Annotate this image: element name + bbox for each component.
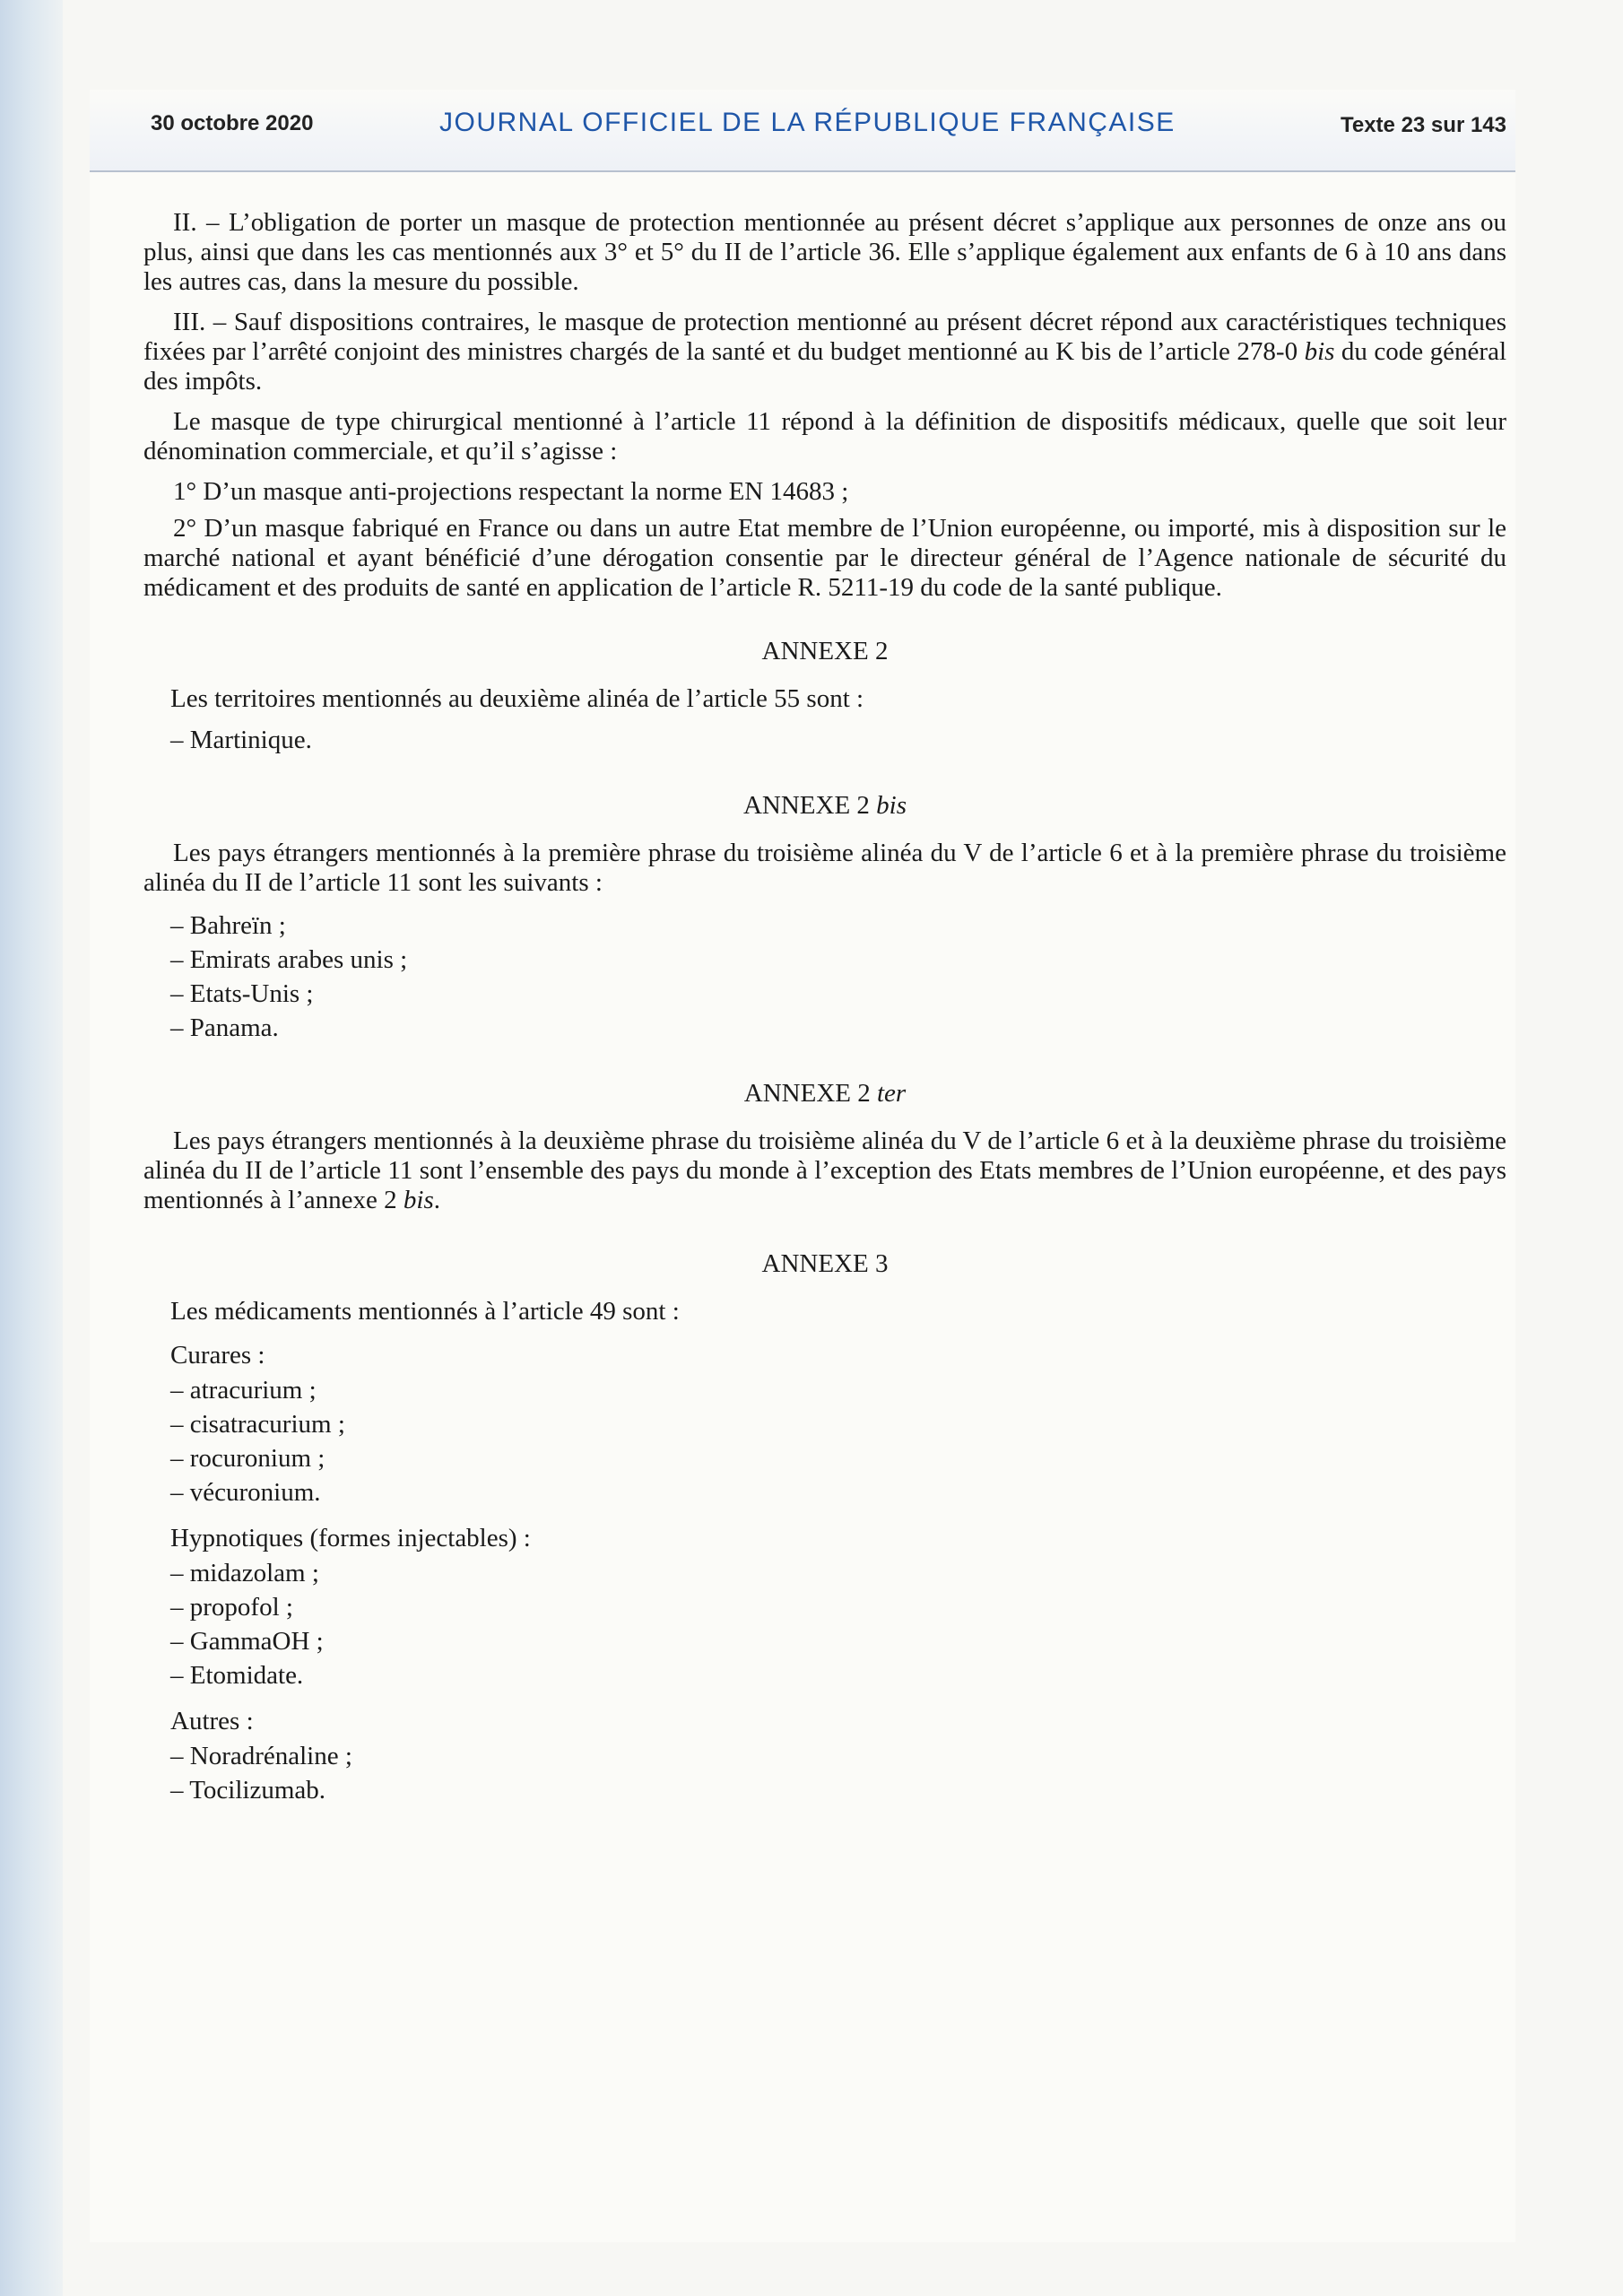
- list-item: – Etomidate.: [170, 1661, 304, 1690]
- header-title: JOURNAL OFFICIEL DE LA RÉPUBLIQUE FRANÇAISE: [439, 108, 1176, 137]
- journal-header: [90, 90, 1515, 172]
- annexe-2-bis-title: ANNEXE 2 bis: [742, 791, 907, 820]
- annexe-2-ter-title: ANNEXE 2 ter: [743, 1079, 907, 1108]
- category-label: Curares :: [170, 1341, 265, 1370]
- document-body: [143, 208, 1506, 1807]
- document-page: [90, 90, 1515, 2242]
- header-reference: Texte 23 sur 143: [1340, 113, 1506, 137]
- list-item: – GammaOH ;: [170, 1627, 324, 1656]
- annexe-2-intro: Les territoires mentionnés au deuxième alinéa de l’article 55 sont :: [170, 684, 864, 713]
- list-item: – Etats-Unis ;: [170, 979, 314, 1008]
- annexe-2-ter-text: Les pays étrangers mentionnés à la deuxième phrase du troisième alinéa du V de l’article 6 et à la deuxième phrase du troisième alinéa du II de l’article 11 sont l’ensemble des pays du monde à l’exception des Etats membres de l’Union européenne, et des pays mentionnés à l’annexe 2 bis.: [143, 1126, 1506, 1214]
- list-item: – Tocilizumab.: [170, 1776, 326, 1805]
- list-item: – Bahreïn ;: [170, 911, 286, 940]
- category-label: Autres :: [170, 1707, 254, 1735]
- surgical-mask-intro: Le masque de type chirurgical mentionné à l’article 11 répond à la définition de dispositifs médicaux, quelle que soit leur dénomination commerciale, et qu’il s’agisse :: [143, 407, 1506, 465]
- scan-edge: [0, 0, 63, 2296]
- category-label: Hypnotiques (formes injectables) :: [170, 1524, 531, 1552]
- item-1: 1° D’un masque anti-projections respectant la norme EN 14683 ;: [173, 477, 849, 506]
- list-item: – cisatracurium ;: [170, 1410, 345, 1439]
- list-item: – Emirats arabes unis ;: [170, 945, 408, 974]
- list-item: – midazolam ;: [170, 1559, 319, 1587]
- item-2: 2° D’un masque fabriqué en France ou dans un autre Etat membre de l’Union européenne, ou importé, mis à disposition sur le marché national et ayant bénéficié d’une dérogation consentie par le directeur général de l’Agence nationale de sécurité du médicament et des produits de santé en application de l’article R. 5211-19 du code de la santé publique.: [143, 514, 1506, 602]
- list-item: – Panama.: [170, 1013, 279, 1042]
- section-ii: II. – L’obligation de porter un masque de protection mentionnée au présent décret s’applique aux personnes de onze ans ou plus, ainsi que dans les cas mentionnés aux 3° et 5° du II de l’article 36. Elle s’applique également aux enfants de 6 à 10 ans dans les autres cas, dans la mesure du possible.: [143, 208, 1506, 296]
- section-iii: III. – Sauf dispositions contraires, le masque de protection mentionné au présent décret répond aux caractéristiques techniques fixées par l’arrêté conjoint des ministres chargés de la santé et du budget mentionné au K bis de l’article 278-0 bis du code général des impôts.: [143, 308, 1506, 396]
- list-item: – rocuronium ;: [170, 1444, 325, 1473]
- list-item: – Martinique.: [170, 726, 312, 754]
- list-item: – Noradrénaline ;: [170, 1742, 352, 1770]
- list-item: – atracurium ;: [170, 1376, 317, 1405]
- list-item: – propofol ;: [170, 1593, 293, 1622]
- annexe-3-intro: Les médicaments mentionnés à l’article 49 sont :: [170, 1297, 680, 1326]
- list-item: – vécuronium.: [170, 1478, 321, 1507]
- annexe-2-bis-intro: Les pays étrangers mentionnés à la première phrase du troisième alinéa du V de l’article 6 et à la première phrase du troisième alinéa du II de l’article 11 sont les suivants :: [143, 839, 1506, 897]
- header-date: 30 octobre 2020: [151, 111, 314, 135]
- annexe-2-title: ANNEXE 2: [761, 637, 889, 665]
- annexe-3-title: ANNEXE 3: [761, 1249, 889, 1278]
